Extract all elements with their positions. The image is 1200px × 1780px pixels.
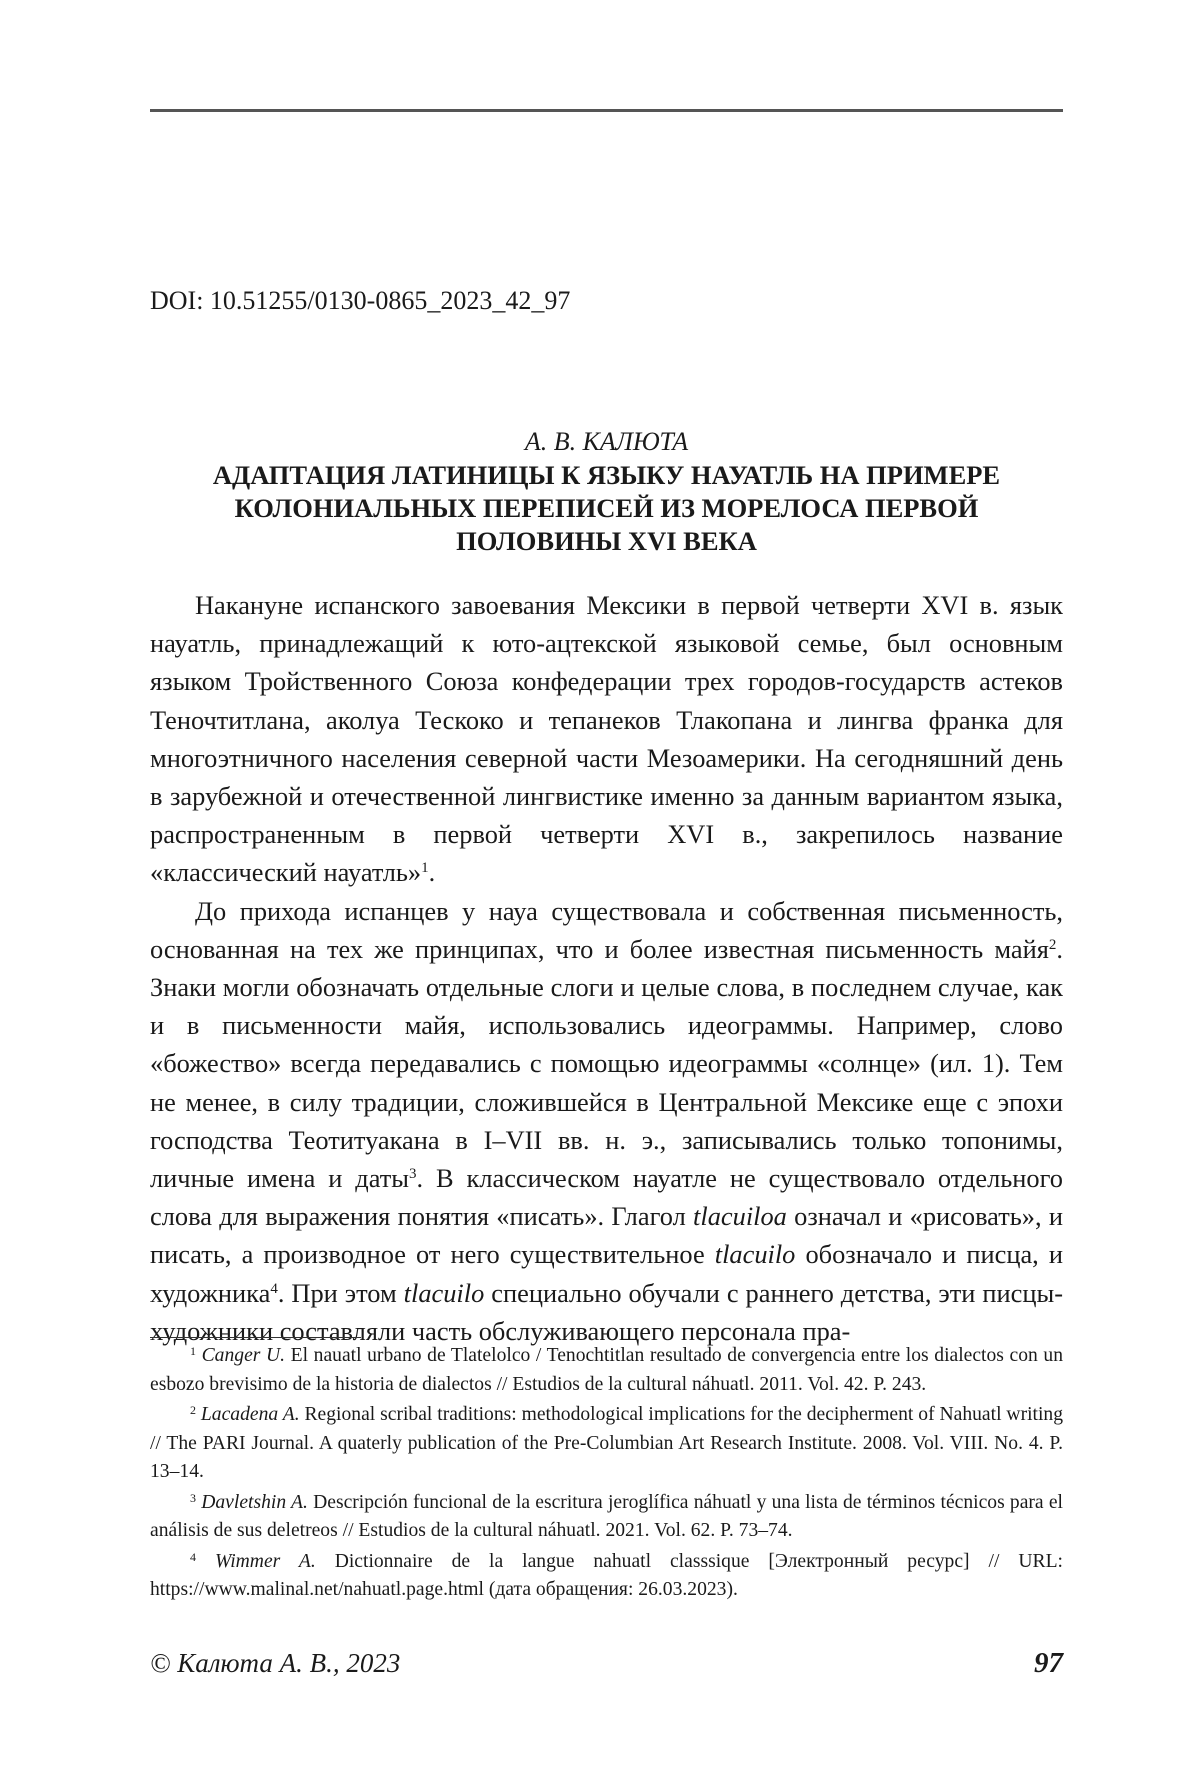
article-header bbox=[150, 425, 1063, 558]
footnote-author: Davletshin A. bbox=[201, 1492, 308, 1513]
footnote-number: 2 bbox=[190, 1403, 196, 1417]
footnote-number: 4 bbox=[190, 1550, 196, 1564]
journal-page bbox=[0, 0, 1200, 1780]
article-body bbox=[150, 586, 1063, 1350]
footnote-ref: 1 bbox=[421, 860, 429, 876]
footnotes bbox=[150, 1342, 1063, 1605]
article-author: А. В. КАЛЮТА bbox=[150, 425, 1063, 459]
doi: DOI: 10.51255/0130-0865_2023_42_97 bbox=[150, 284, 570, 318]
copyright: © Калюта А. В., 2023 bbox=[150, 1646, 400, 1680]
term-italic: tlacuilo bbox=[715, 1239, 796, 1269]
footnote-ref: 4 bbox=[270, 1281, 278, 1297]
footnote bbox=[150, 1342, 1063, 1399]
footnote-text: El nauatl urbano de Tlatelolco / Tenochtitlan resultado de convergencia entre los dialectos con un esbozo brevisimo de la historia de dialectos // Estudios de la cultural náhuatl. 2011. Vol. 42. P. 243. bbox=[150, 1345, 1063, 1395]
footnote-ref: 2 bbox=[1049, 937, 1057, 953]
footnote-number: 1 bbox=[190, 1344, 196, 1358]
footnote-text: Dictionnaire de la langue nahuatl classsique [Электронный ресурс] // URL: https://www.malinal.net/nahuatl.page.html (дата обращения: 26.03.2023). bbox=[150, 1551, 1063, 1601]
footnote bbox=[150, 1401, 1063, 1487]
paragraph: До прихода испанцев у науа существовала и собственная письменность, основанная на тех же принципах, что и более известная письменность майя2. Знаки могли обозначать отдельные слоги и целые слова, в последнем случае, как и в письменности майя, использовались идеограммы. Например, слово «божество» всегда передавались с помощью идеограммы «солнце» (ил. 1). Тем не менее, в силу традиции, сложившейся в Центральной Мексике еще с эпохи господства Теотитуакана в I–VII вв. н. э., записывались только топонимы, личные имена и даты3. В классическом науатле не существовало отдельного слова для выражения понятия «писать». Глагол tlacuiloa означал и «рисовать», и писать, а производное от него существительное tlacuilo обозначало и писца, и художника4. При этом tlacuilo специально обучали с раннего детства, эти писцы-художники составляли часть обслуживающего персонала пра- bbox=[150, 892, 1063, 1350]
term-italic: tlacuilo bbox=[404, 1278, 485, 1308]
footnote-text: Regional scribal traditions: methodological implications for the decipherment of Nahuatl writing // The PARI Journal. A quaterly publication of the Pre-Columbian Art Research Institute. 2008. Vol. VIII. No. 4. P. 13–14. bbox=[150, 1404, 1063, 1482]
footnote-author: Wimmer A. bbox=[215, 1551, 316, 1572]
footnote-ref: 3 bbox=[409, 1166, 417, 1182]
footnote-text: Descripción funcional de la escritura jeroglífica náhuatl y una lista de términos técnicos para el análisis de sus deletreos // Estudios de la cultural náhuatl. 2021. Vol. 62. P. 73–74. bbox=[150, 1492, 1063, 1542]
page-number: 97 bbox=[1034, 1646, 1063, 1680]
paragraph: Накануне испанского завоевания Мексики в первой четверти XVI в. язык науатль, принадлежащий к юто-ацтекской языковой семье, был основным языком Тройственного Союза конфедерации трех городов-государств астеков Теночтитлана, аколуа Тескоко и тепанеков Тлакопана и лингва франка для многоэтничного населения северной части Мезоамерики. На сегодняшний день в зарубежной и отечественной лингвистике именно за данным вариантом языка, распространенным в первой четверти XVI в., закрепилось название «классический науатль»1. bbox=[150, 586, 1063, 892]
term-italic: tlacuiloa bbox=[693, 1201, 787, 1231]
footnote bbox=[150, 1489, 1063, 1546]
footnote-author: Canger U. bbox=[202, 1345, 285, 1366]
footnote-number: 3 bbox=[190, 1491, 196, 1505]
header-rule bbox=[150, 109, 1063, 112]
footnote-author: Lacadena A. bbox=[201, 1404, 300, 1425]
article-title: АДАПТАЦИЯ ЛАТИНИЦЫ К ЯЗЫКУ НАУАТЛЬ НА ПРИМЕРЕ КОЛОНИАЛЬНЫХ ПЕРЕПИСЕЙ ИЗ МОРЕЛОСА ПЕРВОЙ ПОЛОВИНЫ XVI ВЕКА bbox=[150, 459, 1063, 558]
footnote bbox=[150, 1548, 1063, 1605]
footnote-separator bbox=[150, 1337, 361, 1338]
